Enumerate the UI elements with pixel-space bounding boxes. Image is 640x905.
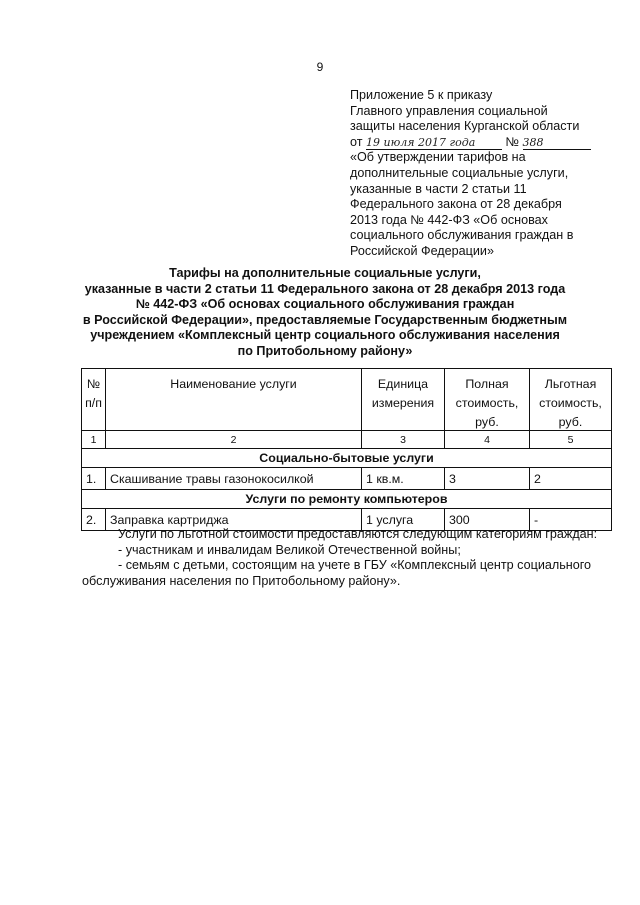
title-line: учреждением «Комплексный центр социального обслуживания населения [90,328,560,343]
number-field [523,135,591,150]
subject-line: Федерального закона от 28 декабря [350,197,562,212]
cell-unit: 1 услуга [362,509,445,531]
subject-line: дополнительные социальные услуги, [350,165,569,180]
column-number: 3 [362,431,445,449]
document-title [40,266,610,360]
cell-discount-price: 2 [530,468,612,490]
table-header-row [82,369,612,431]
number-label: № [505,134,520,149]
cell-discount-price: - [530,509,612,531]
column-number: 2 [106,431,362,449]
handwritten-number: 388 [522,136,544,150]
cell-service: Заправка картриджа [106,509,362,531]
date-field [366,135,502,150]
cell-service: Скашивание травы газонокосилкой [106,468,362,490]
order-date-number-line [350,135,620,151]
header-cell-discount-price: Льготная стоимость, руб. [530,369,612,431]
appendix-block [350,88,620,260]
section-title: Социально-бытовые услуги [82,449,612,468]
appendix-line: Приложение 5 к приказу [350,88,493,102]
header-cell-number: № п/п [82,369,106,431]
notes-block [82,527,622,589]
title-line: Тарифы на дополнительные социальные услуги, [169,266,481,280]
title-line: в Российской Федерации», предоставляемые Государственным бюджетным [82,312,568,327]
page-number: 9 [316,60,324,74]
appendix-line: Главного управления социальной [350,103,548,118]
column-number: 4 [445,431,530,449]
column-number: 5 [530,431,612,449]
cell-unit: 1 кв.м. [362,468,445,490]
note-line: обслуживания населения по Притобольному району». [82,573,401,588]
from-label: от [350,134,363,149]
column-number: 1 [82,431,106,449]
note-line: - семьям с детьми, состоящим на учете в ГБУ «Комплексный центр социального [118,558,592,573]
table-row [82,468,612,490]
handwritten-date: 19 июля 2017 года [366,136,476,150]
appendix-line: защиты населения Курганской области [350,119,580,134]
note-line: Услуги по льготной стоимости предоставляются следующим категориям граждан: [118,527,598,541]
section-title: Услуги по ремонту компьютеров [82,490,612,509]
tariff-table [81,368,612,531]
subject-line: указанные в части 2 статьи 11 [350,181,527,196]
section-row [82,490,612,509]
cell-full-price: 3 [445,468,530,490]
title-line: № 442-ФЗ «Об основах социального обслуживания граждан [135,297,515,312]
title-line: указанные в части 2 статьи 11 Федерального закона от 28 декабря 2013 года [84,281,566,296]
subject-line: Российской Федерации» [350,243,494,258]
cell-full-price: 300 [445,509,530,531]
subject-line: социального обслуживания граждан в [350,228,574,243]
cell-number: 1. [82,468,106,490]
cell-number: 2. [82,509,106,531]
title-line: по Притобольному району» [237,343,413,358]
header-cell-service: Наименование услуги [106,369,362,431]
header-cell-full-price: Полная стоимость, руб. [445,369,530,431]
note-line: - участникам и инвалидам Великой Отечественной войны; [118,542,461,557]
header-cell-unit: Единица измерения [362,369,445,431]
subject-line: 2013 года № 442-ФЗ «Об основах [350,212,548,227]
subject-line: «Об утверждении тарифов на [350,150,526,165]
section-row [82,449,612,468]
column-number-row [82,431,612,449]
